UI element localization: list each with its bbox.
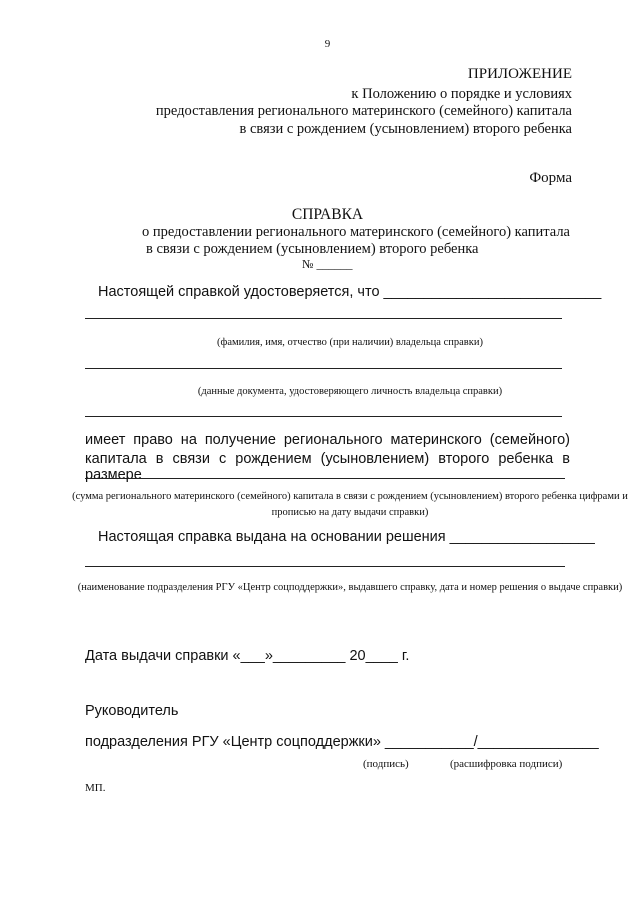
right-text-line-1: имеет право на получение регионального материнского (семейного) xyxy=(85,432,570,448)
department-signature-line: подразделения РГУ «Центр соцподдержки» ___________/_______________ xyxy=(85,734,599,750)
caption-basis: (наименование подразделения РГУ «Центр соцподдержки», выдавшего справку, дата и номер решения о выдаче справки) xyxy=(77,582,623,593)
stamp-place: МП. xyxy=(85,782,106,794)
sum-fill-line xyxy=(85,478,565,479)
issue-date: Дата выдачи справки «___»_________ 20____ г. xyxy=(85,648,410,664)
caption-document: (данные документа, удостоверяющего личность владельца справки) xyxy=(197,386,503,397)
appendix-line-1: к Положению о порядке и условиях xyxy=(351,86,572,102)
head-label: Руководитель xyxy=(85,703,179,719)
basis-fill-line xyxy=(85,566,565,567)
document-fill-line-2 xyxy=(85,416,562,417)
certificate-title: СПРАВКА xyxy=(291,206,364,223)
caption-sum: (сумма регионального материнского (семейного) капитала в связи с рождением (усыновлением) второго ребенка цифрами и прописью на дату выдачи справки) xyxy=(72,491,628,518)
document-fill-line xyxy=(85,368,562,369)
certificate-number: № ______ xyxy=(302,257,353,271)
fio-fill-line xyxy=(85,318,562,319)
certificate-subtitle-2: в связи с рождением (усыновлением) второго ребенка xyxy=(146,241,479,257)
certify-text: Настоящей справкой удостоверяется, что ___________________________ xyxy=(98,284,602,300)
form-label: Форма xyxy=(529,170,572,186)
appendix-line-2: предоставления регионального материнского (семейного) капитала xyxy=(155,103,572,119)
caption-fio: (фамилия, имя, отчество (при наличии) владельца справки) xyxy=(217,337,483,348)
signature-caption: (подпись) xyxy=(363,758,409,770)
decoding-caption: (расшифровка подписи) xyxy=(450,758,563,770)
appendix-line-3: в связи с рождением (усыновлением) второго ребенка xyxy=(239,121,572,137)
page-number: 9 xyxy=(324,38,331,50)
appendix-title: ПРИЛОЖЕНИЕ xyxy=(467,66,572,82)
basis-text: Настоящая справка выдана на основании решения __________________ xyxy=(98,529,595,545)
certificate-subtitle-1: о предоставлении регионального материнского (семейного) капитала xyxy=(141,224,570,240)
right-text-line-2: капитала в связи с рождением (усыновлением) второго ребенка в размере xyxy=(85,451,570,483)
